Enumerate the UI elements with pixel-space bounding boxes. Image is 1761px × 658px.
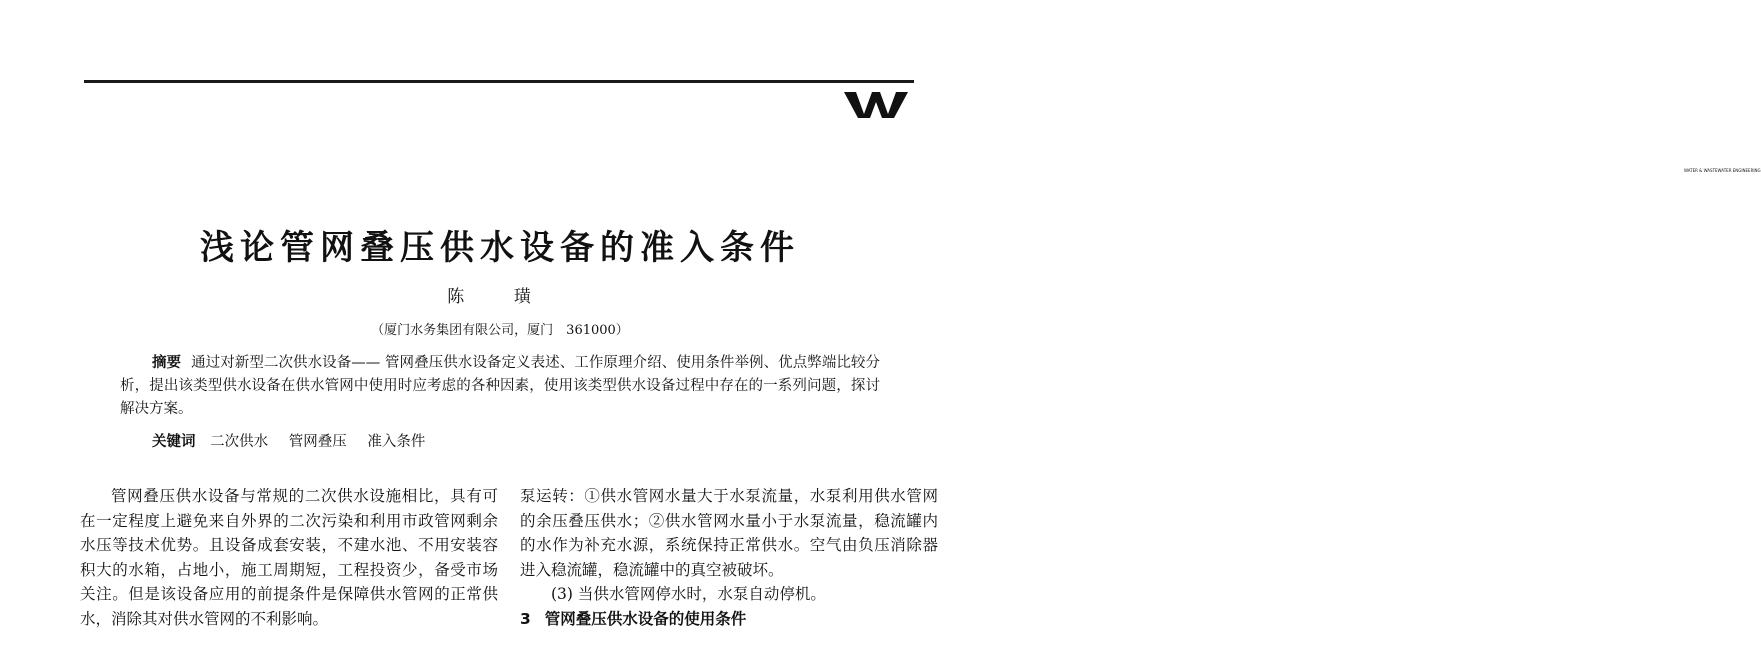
body-column-left (80, 484, 498, 631)
affiliation: （厦门水务集团有限公司，厦门 361000） (371, 323, 629, 338)
body-paragraph: 泵运转：①供水管网水量大于水泵流量，水泵利用供水管网的余压叠压供水；②供水管网水量小于水泵流量，稳流罐内的水作为补充水源，系统保持正常供水。空气由负压消除器进入稳流罐，稳流罐中的真空被破坏。 (520, 487, 938, 579)
section-title: 管网叠压供水设备的使用条件 (544, 609, 747, 628)
author: 陈 璜 (447, 287, 553, 307)
keyword-item: 准入条件 (367, 434, 426, 450)
journal-logo-text: WATER & WASTEWATER ENGINEERING (1684, 168, 1761, 173)
keywords-label: 关键词 (152, 434, 196, 450)
abstract-label: 摘要 (152, 355, 182, 371)
section-heading (520, 607, 938, 632)
keyword-item: 二次供水 (210, 434, 269, 450)
body-paragraph: 管网叠压供水设备与常规的二次供水设施相比，具有可在一定程度上避免来自外界的二次污染和利用市政管网剩余水压等技术优势。且设备成套安装，不建水池、不用安装容积大的水箱，占地小，施工周期短，工程投资少，备受市场关注。但是该设备应用的前提条件是保障供水管网的正常供水，消除其对供水管网的不利影响。 (80, 487, 498, 628)
body-column-right (520, 484, 938, 631)
keywords (152, 430, 441, 451)
abstract (120, 352, 880, 421)
abstract-text: 通过对新型二次供水设备—— 管网叠压供水设备定义表述、工作原理介绍、使用条件举例、优点弊端比较分析，提出该类型供水设备在供水管网中使用时应考虑的各种因素，使用该类型供水设备过程中存在的一系列问题，探讨解决方案。 (120, 355, 880, 417)
body-paragraph: (3) 当供水管网停水时，水泵自动停机。 (551, 585, 826, 603)
section-number: 3 (520, 609, 531, 628)
w-logo-icon (842, 90, 914, 120)
paper-title: 浅论管网叠压供水设备的准入条件 (200, 228, 800, 268)
header-rule (84, 80, 914, 83)
journal-logo (842, 84, 1761, 173)
keyword-item: 管网叠压 (288, 434, 347, 450)
